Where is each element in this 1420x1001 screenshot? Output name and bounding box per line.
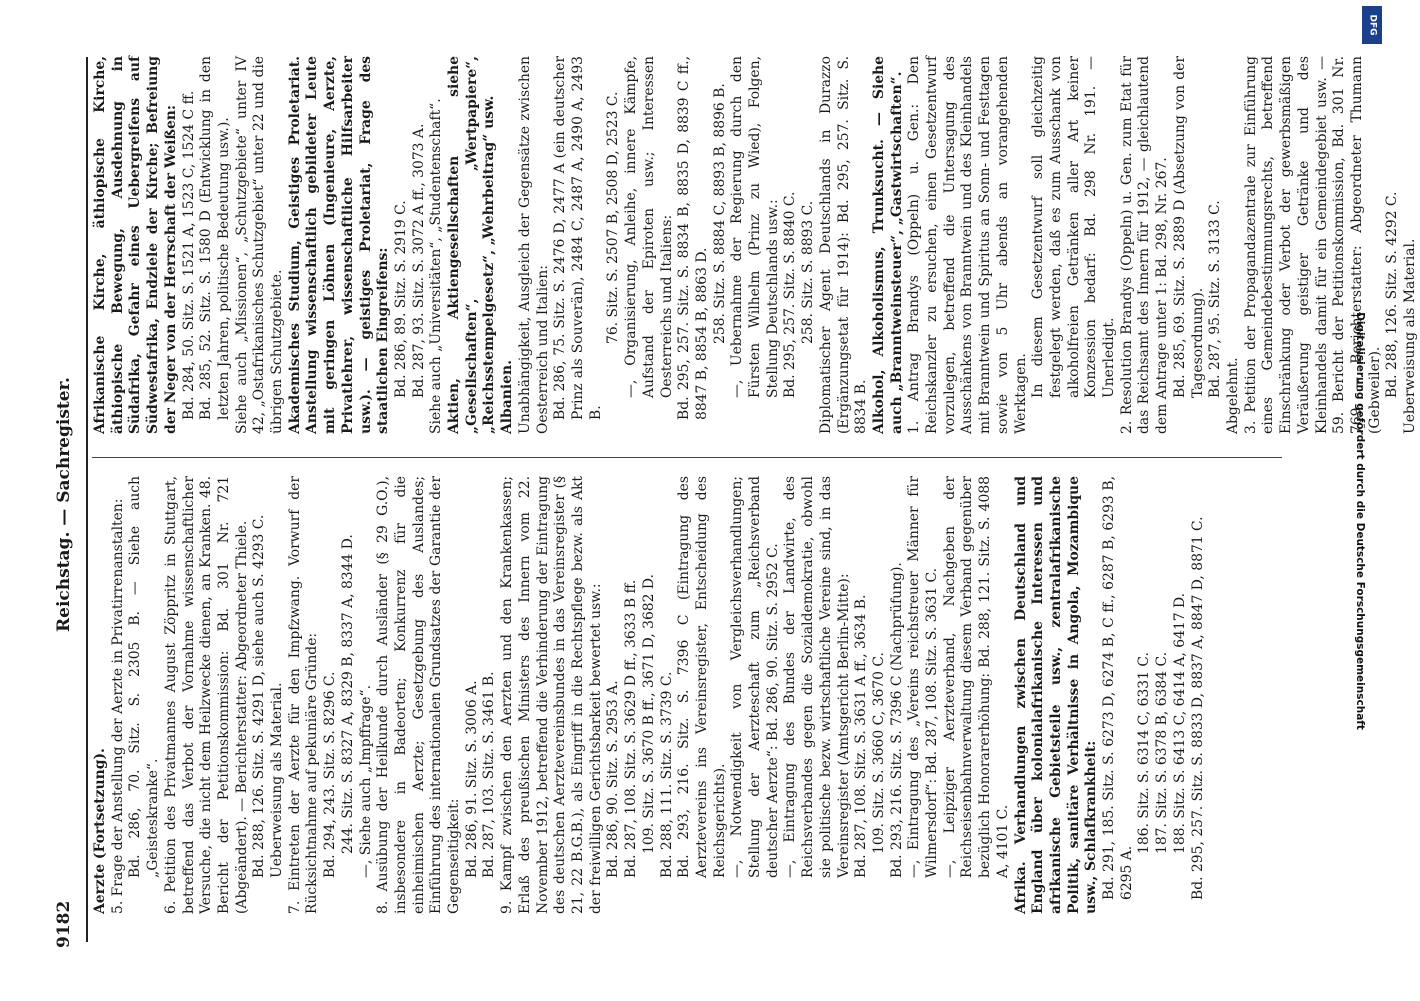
- left-column-entry: —, Leipziger Aerzteverband, Nachgeben der Reichseisenbahnverwaltung diesem Verband gegenüber bezüglich Honorarerhöhung: Bd. 288, 121. Sitz. S. 4088 A, 4101 C.: [941, 476, 1011, 878]
- right-column-entry: Unabhängigkeit, Ausgleich der Gegensätze zwischen Oesterreich und Italien:: [516, 56, 551, 434]
- left-column-entry: 7. Eintreten der Aerzte für den Impfzwang. Vorwurf der Rücksichtnahme auf pekuniäre Gründe:: [286, 476, 321, 914]
- left-column-entry: Afrika. Verhandlungen zwischen Deutschland und England über kolonialafrikanische Interessen und afrikanische Gebietsteile usw., zentralafrikanische Politik, sanitäre Verhältnisse in Angola, Mozambique usw., Schlafkrankheit:: [1012, 476, 1100, 914]
- right-column-entry: 258. Sitz. S. 8884 C, 8893 B, 8896 B.: [711, 83, 728, 344]
- left-column-entry: 6. Petition des Privatmannes August Zöppritz in Stuttgart, betreffend das Verbot der Vornahme wissenschaftlicher Versuche, die nicht dem Heilzwecke dienen, an Kranken. 48. Bericht der Petitionskommission: Bd. 301 Nr. 721 (Abgeändert). — Berichterstatter: Abgeordneter Thiele.: [162, 476, 250, 914]
- right-column-entry: Bd. 295, 257. Sitz. S. 8840 C.: [782, 191, 799, 398]
- left-column-entry: —, Siehe auch „Impffrage“.: [357, 684, 374, 878]
- right-column-entry: Albanien.: [499, 360, 516, 434]
- right-column-entry: Bd. 286, 75. Sitz. S. 2476 D, 2477 A (ein deutscher Prinz als Souverän), 2484 C, 2487 A, 2490 A, 2493 B.: [552, 56, 604, 420]
- right-column-entry: —, Organisierung, Anleihe, innere Kämpfe, Aufstand der Epiroten usw.; Interessen Oesterreichs und Italiens:: [623, 56, 675, 398]
- left-column-entry: —, Eintragung des Bundes der Landwirte, des Reichsverbandes gegen die Sozialdemokratie, obwohl sie politische bezw. wirtschaftliche Vereine sind, in das Vereinsregister (Amtsgericht Berlin-Mitte):: [782, 476, 852, 878]
- right-column-entry: Bd. 284, 50. Sitz. S. 1521 A, 1523 C, 1524 C ff.: [180, 90, 197, 420]
- right-column-entry: Bd. 287, 93. Sitz. S. 3072 A ff., 3073 A.: [410, 123, 427, 398]
- left-column-entry: Aerzte (Fortsetzung).: [92, 748, 108, 914]
- left-column-entry: Bd. 293, 216. Sitz. S. 7396 C (Eintragung des Aerztevereins ins Vereinsregister, Entscheidung des Reichsgerichts).: [676, 476, 728, 878]
- left-column-entry: Bd. 288, 111. Sitz. S. 3739 C.: [658, 671, 675, 878]
- left-column-entry: 109. Sitz. S. 3660 C, 3670 C.: [870, 652, 887, 854]
- right-column-entry: Ueberweisung als Material.: [1402, 238, 1419, 434]
- left-column-entry: 8. Ausübung der Heilkunde durch Ausländer (§ 29 G.O.), insbesondere in Badeorten; Konkurrenz für die einheimischen Aerzte; Gesetzgebung des Auslandes; Einführung des internationalen Grundsatzes der Garantie der Gegenseitigkeit:: [375, 476, 463, 914]
- left-column: [92, 476, 1207, 914]
- right-column-entry: Alkohol, Alkoholismus, Trunksucht. — Siehe auch „Branntweinsteuer“, „Gastwirtschaften“.: [870, 56, 905, 434]
- digitization-credit: Digitalisierung gefördert durch die Deutsche Forschungsgemeinschaft: [1354, 312, 1366, 730]
- left-column-entry: Ueberweisung als Material.: [269, 682, 286, 878]
- right-column-entry: Siehe auch „Universitäten“, „Studentenschaft“.: [428, 98, 445, 434]
- right-column-entry: 258. Sitz. S. 8893 C.: [800, 200, 817, 344]
- right-column-entry: 76. Sitz. S. 2507 B, 2508 D, 2523 C.: [605, 91, 622, 344]
- digitization-credit-strip: [1350, 0, 1380, 1000]
- dfg-logo-text: DFG: [1367, 14, 1378, 36]
- right-column: [92, 56, 1420, 434]
- right-column-entry: Bd. 288, 126. Sitz. S. 4292 C.: [1384, 191, 1401, 398]
- left-column-entry: 186. Sitz. S. 6314 C, 6331 C.: [1136, 652, 1153, 854]
- page-number: 9182: [54, 900, 74, 948]
- left-column-entry: Bd. 295, 257. Sitz. S. 8833 D, 8837 A, 8847 D, 8871 C.: [1189, 516, 1206, 900]
- left-column-entry: Bd. 287, 108. Sitz. S. 3631 A ff., 3634 B.: [853, 594, 870, 878]
- right-column-entry: Siehe auch „Missionen“, „Schutzgebiete“ unter IV 42, „Ostafrikanisches Schutzgebiet“ unter 22 und die übrigen Schutzgebiete.: [233, 56, 286, 434]
- running-title: Reichstag. — Sachregister.: [54, 377, 74, 632]
- left-column-entry: Bd. 286, 91. Sitz. S. 3006 A.: [463, 680, 480, 878]
- right-column-entry: —, Uebernahme der Regierung durch den Fürsten Wilhelm (Prinz zu Wied), Folgen, Stellung Deutschlands usw.:: [729, 56, 781, 398]
- left-column-entry: 109. Sitz. S. 3670 B ff., 3671 D, 3682 D.: [640, 574, 657, 854]
- left-column-entry: —, Notwendigkeit von Vergleichsverhandlungen; Stellung der Aerzteschaft zum „Reichsverband deutscher Aerzte“: Bd. 286, 90. Sitz. S. 2952 C.: [729, 476, 781, 878]
- right-column-entry: Diplomatischer Agent Deutschlands in Durazzo (Ergänzungsetat für 1914): Bd. 295, 257. Sitz. S. 8834 B.: [817, 56, 870, 434]
- left-column-entry: 5. Frage der Anstellung der Aerzte in Privatirrenanstalten:: [109, 498, 126, 914]
- right-column-entry: Bd. 286, 89. Sitz. S. 2919 C.: [392, 200, 409, 398]
- left-column-entry: Bd. 288, 126. Sitz. S. 4291 D, siehe auch S. 4293 C.: [251, 514, 268, 878]
- right-column-entry: Bd. 285, 69. Sitz. S. 2889 D (Absetzung von der Tagesordnung).: [1171, 56, 1206, 398]
- left-column-entry: Bd. 287, 108. Sitz. S. 3629 D ff., 3633 B ff.: [623, 579, 640, 878]
- right-column-entry: Bd. 295, 257. Sitz. S. 8834 B, 8835 D, 8839 C ff., 8847 B, 8854 B, 8863 D.: [676, 56, 710, 420]
- left-column-entry: 187. Sitz. S. 6378 B, 6384 C.: [1154, 651, 1171, 854]
- left-column-entry: Bd. 291, 185. Sitz. S. 6273 D, 6274 B, C ff., 6287 B, 6293 B, 6295 A.: [1101, 476, 1135, 900]
- right-column-entry: Afrikanische Kirche, äthiopische Kirche, äthiopische Bewegung, Ausdehnung in Südafrika, Gefahr eines Uebergreifens auf Südwestafrika, Endziele der Kirche; Befreiung der Neger von der Herrschaft der Weißen:: [92, 56, 179, 434]
- right-column-entry: In diesem Gesetzentwurf soll gleichzeitig festgelegt werden, daß es zum Ausschank von alkoholfreien Getränken aller Art keiner Konzession bedarf: Bd. 298 Nr. 191. — Unerledigt.: [1030, 56, 1118, 398]
- left-column-entry: 9. Kampf zwischen den Aerzten und den Krankenkassen; Erlaß des preußischen Ministers des Innern vom 22. November 1912, betreffend die Verhinderung der Eintragung des deutschen Aerztevereinsbundes in das Vereinsregister (§ 21, 22 B.G.B.), als Eingriff in die Rechtspflege bezw. als Akt der freiwilligen Gerichtsbarkeit bewertet usw.:: [499, 476, 604, 914]
- left-column-entry: Bd. 287, 103. Sitz. S. 3461 B.: [481, 671, 498, 878]
- page-header: [50, 0, 80, 1000]
- left-column-entry: —, Eintragung des „Vereins reichstreuer Männer für Wilmersdorf“: Bd. 287, 108. Sitz. S. 3631 C.: [906, 476, 941, 878]
- right-column-entry: 3. Petition der Propagandazentrale zur Einführung eines Gemeindebestimmungsrechts, betreffend Einschränkung oder Verbot der gewerbsmäßigen Veräußerung geistiger Getränke und des Kleinhandels damit für ein Gemeindegebiet usw. — 59. Bericht der Petitionskommission, Bd. 301 Nr. 769. — Berichterstatter: Abgeordneter Thumann (Gebweiler).: [1242, 56, 1383, 434]
- left-column-entry: 188. Sitz. S. 6413 C, 6414 A, 6417 D.: [1171, 592, 1188, 854]
- column-divider: [92, 457, 1282, 458]
- right-column-entry: Bd. 285, 52. Sitz. S. 1580 D (Entwicklung in den letzten Jahren, politische Bedeutung usw.).: [198, 56, 232, 420]
- right-column-entry: Akademisches Studium, Geistiges Proletariat. Anstellung wissenschaftlich gebildeter Leute mit geringen Löhnen (Ingenieure, Aerzte, Privatlehrer, wissenschaftliche Hilfsarbeiter usw.). — geistiges Proletariat, Frage des staatlichen Eingreifens:: [286, 56, 392, 434]
- right-column-entry: Aktien, Aktiengesellschaften siehe „Gesellschaften“, „Wertpapiere“, „Reichsstempelgesetz“, „Wehrbeitrag“ usw.: [446, 56, 498, 434]
- header-rule: [86, 57, 88, 942]
- left-column-entry: Bd. 294, 243. Sitz. S. 8296 C.: [322, 671, 339, 878]
- left-column-entry: Bd. 286, 70. Sitz. S. 2305 B. — Siehe auch „Geisteskranke“.: [127, 476, 162, 878]
- right-column-entry: Bd. 287, 95. Sitz. S. 3133 C.: [1207, 200, 1224, 398]
- dfg-logo: [1362, 6, 1382, 44]
- left-column-entry: 244. Sitz. S. 8327 A, 8329 B, 8337 A, 8344 D.: [339, 534, 356, 854]
- right-column-entry: 2. Resolution Brandys (Oppeln) u. Gen. zum Etat für das Reichsamt des Innern für 1912, — gleichlautend dem Antrage unter 1: Bd. 298, Nr. 267.: [1118, 56, 1171, 434]
- left-column-entry: Bd. 286, 90. Sitz. S. 2953 A.: [605, 680, 622, 878]
- right-column-entry: Abgelehnt.: [1225, 357, 1241, 434]
- left-column-entry: Bd. 293, 216. Sitz. S. 7396 C (Nachprüfung).: [888, 562, 905, 878]
- right-column-entry: 1. Antrag Brandys (Oppeln) u. Gen.: Den Reichskanzler zu ersuchen, einen Gesetzentwurf vorzulegen, betreffend die Untersagung des Ausschänkens von Branntwein und des Kleinhandels mit Branntwein und Spiritus an Sonn- und Festtagen sowie von 5 Uhr abends an vorangehenden Werktagen.: [906, 56, 1029, 434]
